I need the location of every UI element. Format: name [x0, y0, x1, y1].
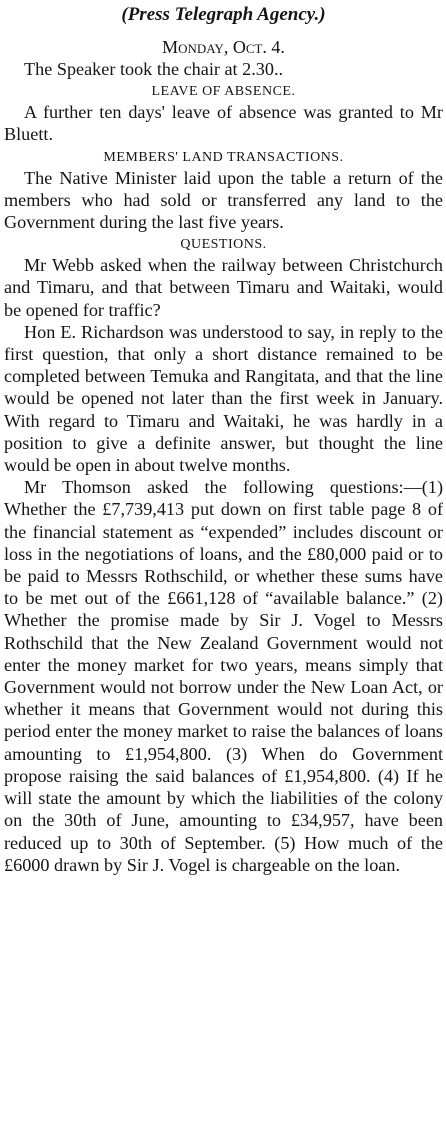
article-paragraph: Mr Thomson asked the following questions:—(1) Whether the £7,739,413 put down on first table page 8 of the financial statement as “expended” includes discount or loss in the negotiations of loans, and the £80,000 paid or to be paid to Messrs Rothschild, or whether these sums have to be met out of the £661,128 of “available balance.” (2) Whether the promise made by Sir J. Vogel to Messrs Rothschild that the New Zealand Government would not enter the money market for two years, means simply that Government would not borrow under the New Loan Act, or whether it means that Government would not during this period enter the money market to raise the balances of loans amounting to £1,954,800. (3) When do Government propose raising the said balances of £1,954,800. (4) If he will state the amount by which the liabilities of the colony on the 30th of June, amounting to £34,957, have been reduced up to 30th of September. (5) How much of the £6000 drawn by Sir J. Vogel is chargeable on the loan.: [4, 477, 443, 875]
article-paragraph: A further ten days' leave of absence was granted to Mr Bluett.: [4, 102, 443, 145]
article-paragraph: The Native Minister laid upon the table a return of the members who had sold or transferred any land to the Government during the last five years.: [4, 167, 443, 233]
section-heading-leave-of-absence: LEAVE OF ABSENCE.: [151, 84, 296, 100]
section-heading-questions: QUESTIONS.: [180, 237, 267, 253]
article-paragraph: Hon E. Richardson was understood to say, in reply to the first question, that only a short distance remained to be completed between Temuka and Rangitata, and that the line would be opened not later than the first week in January. With regard to Timaru and Waitaki, he was hardly in a position to give a definite answer, but thought the line would be open in about twelve months.: [4, 321, 443, 476]
agency-line: (Press Telegraph Agency.): [121, 4, 326, 25]
dateline: Monday, Oct. 4.: [162, 37, 285, 57]
article-paragraph: Mr Webb asked when the railway between Christchurch and Timaru, and that between Timaru and Waitaki, would be opened for traffic?: [4, 255, 443, 320]
intro-paragraph: The Speaker took the chair at 2.30..: [24, 59, 284, 79]
section-heading-members-land-transactions: MEMBERS' LAND TRANSACTIONS.: [103, 149, 344, 165]
